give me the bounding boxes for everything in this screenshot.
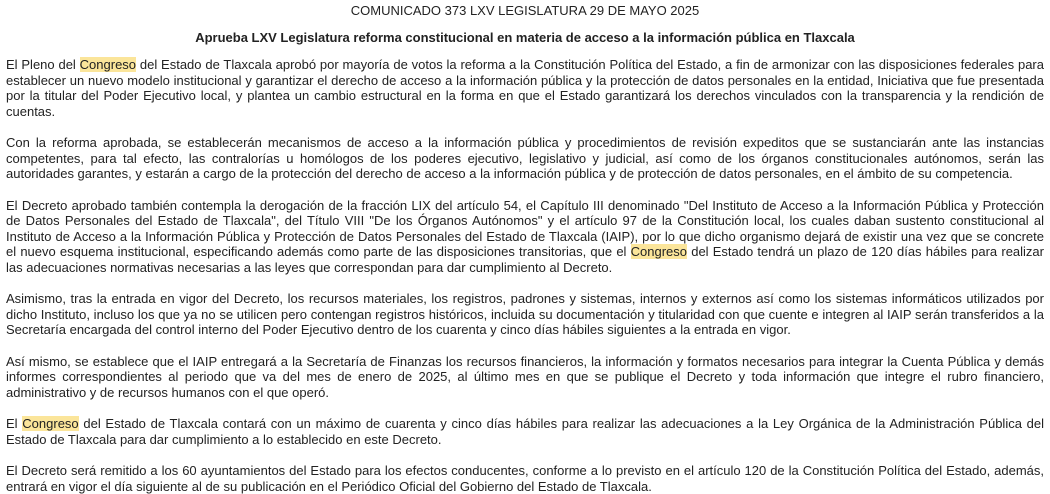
paragraph-text: del Estado tendrá un plazo de 120 días hábiles para realizar las adecuaciones normativas necesarias a las leyes que correspondan para dar cumplimiento al Decreto.	[6, 244, 1044, 275]
paragraph-text: El Decreto será remitido a los 60 ayuntamientos del Estado para los efectos conducentes, conforme a lo previsto en el artículo 120 de la Constitución Política del Estado, además, entrará en vigor el día siguiente al de su publicación en el Periódico Oficial del Gobierno del Estado de Tlaxcala.	[6, 463, 1044, 494]
paragraph-text: Así mismo, se establece que el IAIP entregará a la Secretaría de Finanzas los recursos financieros, la información y formatos necesarios para integrar la Cuenta Pública y demás informes correspondientes al periodo que va del mes de enero de 2025, al último mes en que se publique el Decreto y toda información que integre el rubro financiero, administrativo y de recursos humanos con el que operó.	[6, 353, 1044, 400]
paragraph	[6, 135, 1044, 182]
paragraph-text: Con la reforma aprobada, se establecerán mecanismos de acceso a la información pública y procedimientos de revisión expeditos que se sustanciarán ante las instancias competentes, para tal efecto, las contralorías u homólogos de los poderes ejecutivo, legislativo y judicial, así como de los órganos constitucionales autónomos, serán las autoridades garantes, y estarán a cargo de la protección del derecho de acceso a la información pública y de protección de datos personales, en el ámbito de su competencia.	[6, 135, 1044, 181]
release-headline: Aprueba LXV Legislatura reforma constitucional en materia de acceso a la información pública en Tlaxcala	[195, 30, 855, 45]
paragraph	[6, 57, 1044, 119]
paragraph-text: Asimismo, tras la entrada en vigor del Decreto, los recursos materiales, los registros, padrones y sistemas, internos y externos así como los sistemas informáticos utilizados por dicho Instituto, incluso los que ya no se utilicen pero contengan registros históricos, incluida su documentación y titularidad con que cuente e integren al IAIP serán transferidos a la Secretaría encargada del control interno del Poder Ejecutivo dentro de los cuarenta y cinco días hábiles siguientes a la entrada en vigor.	[6, 291, 1044, 337]
paragraph	[6, 416, 1044, 447]
paragraph-text: del Estado de Tlaxcala aprobó por mayoría de votos la reforma a la Constitución Política del Estado, a fin de armonizar con las disposiciones federales para establecer un nuevo modelo institucional y garantizar el derecho de acceso a la información pública y la protección de datos personales en la entidad, Iniciativa que fue presentada por la titular del Poder Ejecutivo local, y plantea un cambio estructural en la forma en que el Estado garantizará los derechos vinculados con la transparencia y la rendición de cuentas.	[6, 57, 1044, 119]
paragraph	[6, 198, 1044, 276]
release-body	[6, 57, 1044, 494]
paragraph	[6, 354, 1044, 401]
paragraph-text: El Decreto aprobado también contempla la derogación de la fracción LIX del artículo 54, el Capítulo III denominado "Del Instituto de Acceso a la Información Pública y Protección de Datos Personales del Estado de Tlaxcala", del Título VIII "De los Órganos Autónomos" y el artículo 97 de la Constitución local, los cuales daban sustento constitucional al Instituto de Acceso a la Información Pública y Protección de Datos Personales del Estado de Tlaxcala (IAIP), por lo que dicho organismo dejará de existir una vez que se concrete el nuevo esquema institucional, especificando además como parte de las disposiciones transitorias, que el	[6, 197, 1044, 259]
paragraph-text: El Pleno del	[6, 57, 80, 72]
paragraph	[6, 291, 1044, 338]
highlighted-term: Congreso	[22, 416, 79, 431]
highlighted-term: Congreso	[79, 57, 137, 72]
paragraph-text: del Estado de Tlaxcala contará con un máximo de cuarenta y cinco días hábiles para realizar las adecuaciones a la Ley Orgánica de la Administración Pública del Estado de Tlaxcala para dar cumplimiento a lo establecido en este Decreto.	[6, 416, 1045, 447]
paragraph-text: El	[6, 416, 23, 431]
highlighted-term: Congreso	[630, 244, 688, 259]
release-title: COMUNICADO 373 LXV LEGISLATURA 29 DE MAYO 2025	[350, 3, 700, 18]
